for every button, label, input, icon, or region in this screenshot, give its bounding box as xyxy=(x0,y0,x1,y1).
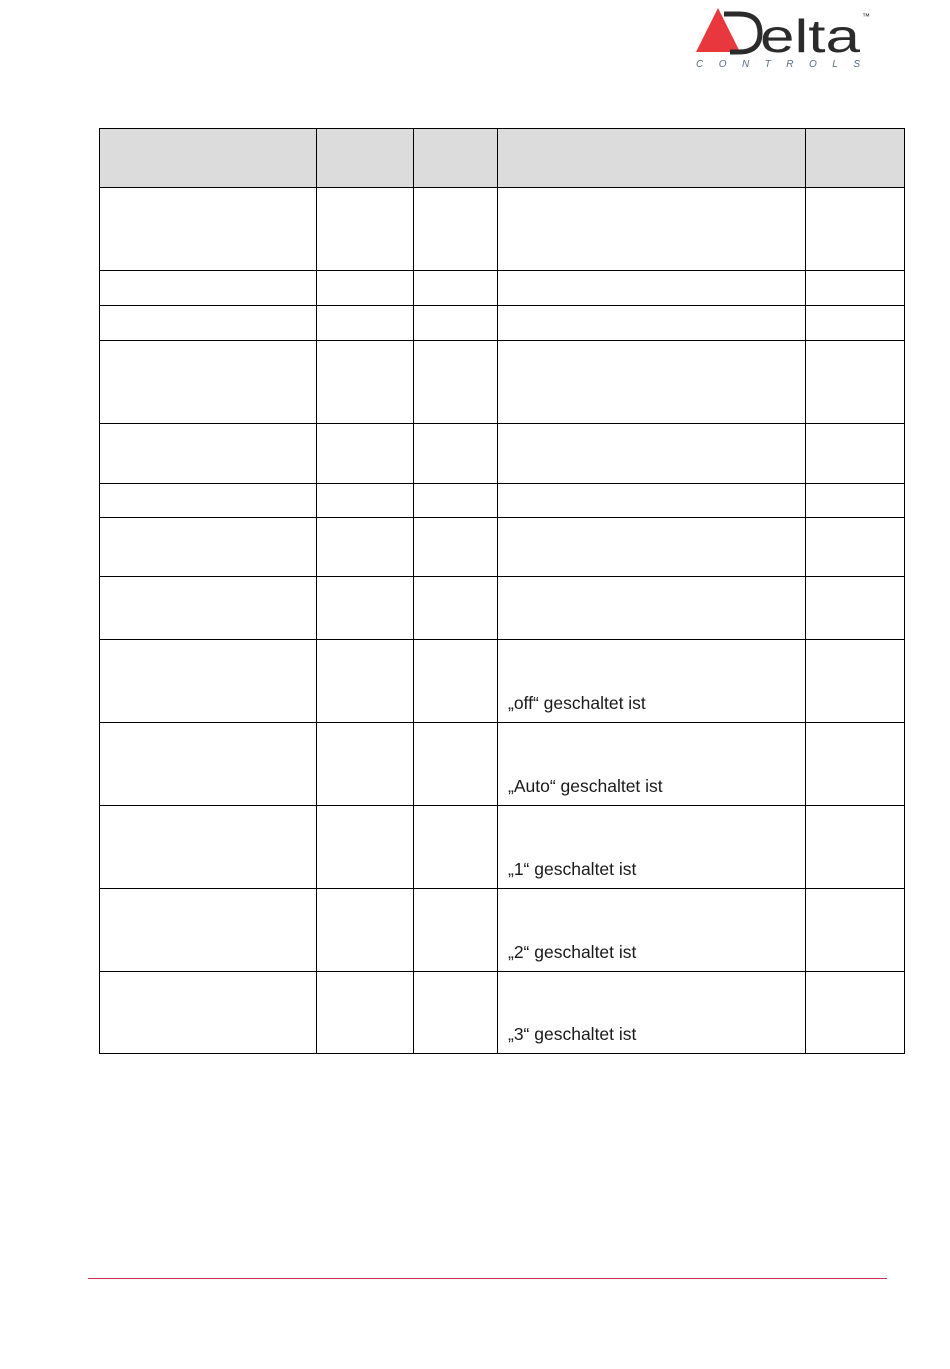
table-row xyxy=(100,889,905,972)
table-cell xyxy=(414,577,498,640)
table-row xyxy=(100,306,905,341)
footer-divider xyxy=(88,1278,887,1279)
table-cell xyxy=(100,424,317,484)
header-cell xyxy=(100,129,317,188)
table-cell xyxy=(317,424,414,484)
table-cell xyxy=(498,424,806,484)
logo-wordmark: elta xyxy=(760,10,861,62)
table-cell xyxy=(100,484,317,518)
table-cell xyxy=(317,518,414,577)
table-cell xyxy=(806,889,905,972)
logo-tagline: CONTROLS xyxy=(696,59,860,70)
table-row xyxy=(100,424,905,484)
table-cell xyxy=(498,306,806,341)
table-cell xyxy=(317,640,414,723)
table-row xyxy=(100,271,905,306)
table-cell xyxy=(806,723,905,806)
table-row xyxy=(100,518,905,577)
table-cell: „3“ geschaltet ist xyxy=(498,972,806,1054)
table-cell xyxy=(806,341,905,424)
table-cell xyxy=(414,889,498,972)
table-cell xyxy=(414,640,498,723)
table-cell xyxy=(100,723,317,806)
table-cell xyxy=(100,972,317,1054)
table-cell xyxy=(806,972,905,1054)
table-header-row xyxy=(100,129,905,188)
table-cell xyxy=(317,188,414,271)
table-row xyxy=(100,972,905,1054)
table-cell xyxy=(317,341,414,424)
table-cell: „off“ geschaltet ist xyxy=(498,640,806,723)
table-cell xyxy=(414,723,498,806)
header-cell xyxy=(317,129,414,188)
header-cell xyxy=(806,129,905,188)
delta-logo-graphic xyxy=(694,8,884,72)
table-cell xyxy=(806,518,905,577)
table-cell: „2“ geschaltet ist xyxy=(498,889,806,972)
table-cell xyxy=(414,271,498,306)
table-cell xyxy=(806,577,905,640)
table-cell xyxy=(806,484,905,518)
table-cell xyxy=(100,889,317,972)
data-table xyxy=(99,128,905,1054)
table-cell xyxy=(806,188,905,271)
table-cell xyxy=(414,484,498,518)
table-cell xyxy=(317,577,414,640)
table-cell xyxy=(806,424,905,484)
table-cell xyxy=(317,306,414,341)
table-cell xyxy=(317,271,414,306)
table-row xyxy=(100,577,905,640)
delta-controls-logo xyxy=(694,8,884,72)
table-cell xyxy=(806,306,905,341)
table-row xyxy=(100,723,905,806)
table-cell xyxy=(498,188,806,271)
table-cell xyxy=(100,341,317,424)
table-cell xyxy=(806,640,905,723)
table-cell xyxy=(414,972,498,1054)
table-cell xyxy=(100,518,317,577)
table-cell xyxy=(498,577,806,640)
table-cell xyxy=(414,188,498,271)
table-row xyxy=(100,640,905,723)
table-cell xyxy=(414,518,498,577)
table-cell xyxy=(806,806,905,889)
table-cell xyxy=(806,271,905,306)
header-cell xyxy=(498,129,806,188)
table-cell xyxy=(498,518,806,577)
logo-trademark: ™ xyxy=(862,12,870,21)
table-cell: „1“ geschaltet ist xyxy=(498,806,806,889)
table-cell xyxy=(498,341,806,424)
table-cell: „Auto“ geschaltet ist xyxy=(498,723,806,806)
table-cell xyxy=(317,484,414,518)
table-cell xyxy=(317,889,414,972)
table-cell xyxy=(100,306,317,341)
table-cell xyxy=(317,806,414,889)
table-row xyxy=(100,188,905,271)
table-cell xyxy=(498,271,806,306)
table-cell xyxy=(414,306,498,341)
header-cell xyxy=(414,129,498,188)
table-cell xyxy=(414,424,498,484)
table-cell xyxy=(498,484,806,518)
table-cell xyxy=(317,723,414,806)
table-cell xyxy=(100,271,317,306)
table-cell xyxy=(100,640,317,723)
table-row xyxy=(100,484,905,518)
table-cell xyxy=(100,188,317,271)
table-row xyxy=(100,806,905,889)
table-row xyxy=(100,341,905,424)
table-cell xyxy=(414,806,498,889)
table-cell xyxy=(414,341,498,424)
table-cell xyxy=(317,972,414,1054)
table-cell xyxy=(100,806,317,889)
table-cell xyxy=(100,577,317,640)
